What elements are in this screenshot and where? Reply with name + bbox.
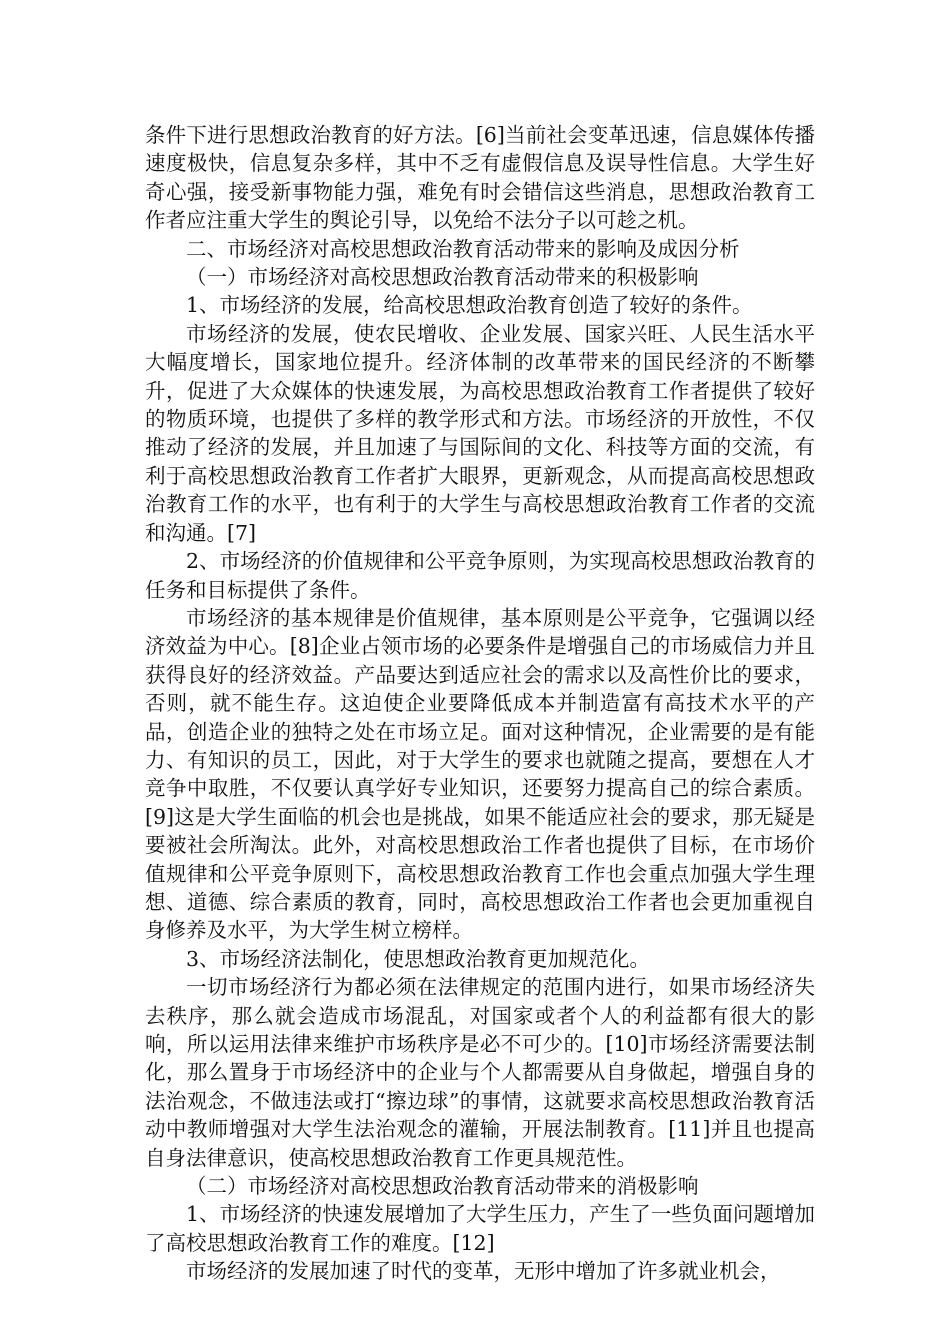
paragraph-body: 一切市场经济行为都必须在法律规定的范围内进行，如果市场经济失去秩序，那么就会造成市场混乱，对国家或者个人的利益都有很大的影响，所以运用法律来维护市场秩序是必不可少的。[10]市场经济需要法制化，那么置身于市场经济中的企业与个人都需要从自身做起，增强自身的法治观念，不做违法或打“擦边球”的事情，这就要求高校思想政治教育活动中教师增强对大学生法治观念的灌输，开展法制教育。[11]并且也提高自身法律意识，使高校思想政治教育工作更具规范性。 xyxy=(145,975,815,1170)
point-heading-1: 1、市场经济的发展，给高校思想政治教育创造了较好的条件。 xyxy=(186,293,753,318)
subsection-heading-positive: （一）市场经济对高校思想政治教育活动带来的积极影响 xyxy=(186,265,699,290)
document-body xyxy=(145,121,815,1286)
point-heading-1-negative: 1、市场经济的快速发展增加了大学生压力，产生了一些负面问题增加了高校思想政治教育工作的难度。[12] xyxy=(145,1202,815,1255)
point-heading-2: 2、市场经济的价值规律和公平竞争原则，为实现高校思想政治教育的任务和目标提供了条件。 xyxy=(145,549,815,602)
point-heading-3: 3、市场经济法制化，使思想政治教育更加规范化。 xyxy=(186,946,651,971)
paragraph-continuation: 条件下进行思想政治教育的好方法。[6]当前社会变革迅速，信息媒体传播速度极快，信息复杂多样，其中不乏有虚假信息及误导性信息。大学生好奇心强，接受新事物能力强，难免有时会错信这些消息，思想政治教育工作者应注重大学生的舆论引导，以免给不法分子以可趁之机。 xyxy=(145,123,815,233)
section-heading: 二、市场经济对高校思想政治教育活动带来的影响及成因分析 xyxy=(186,236,740,261)
paragraph-body: 市场经济的基本规律是价值规律，基本原则是公平竞争，它强调以经济效益为中心。[8]企业占领市场的必要条件是增强自己的市场威信力并且获得良好的经济效益。产品要达到适应社会的需求以及高性价比的要求，否则，就不能生存。这迫使企业要降低成本并制造富有高技术水平的产品，创造企业的独特之处在市场立足。面对这种情况，企业需要的是有能力、有知识的员工，因此，对于大学生的要求也就随之提高，要想在人才竞争中取胜，不仅要认真学好专业知识，还要努力提高自己的综合素质。[9]这是大学生面临的机会也是挑战，如果不能适应社会的要求，那无疑是要被社会所淘汰。此外，对高校思想政治工作者也提供了目标，在市场价值规律和公平竞争原则下，高校思想政治教育工作也会重点加强大学生理想、道德、综合素质的教育，同时，高校思想政治工作者也会更加重视自身修养及水平，为大学生树立榜样。 xyxy=(145,605,815,943)
subsection-heading-negative: （二）市场经济对高校思想政治教育活动带来的消极影响 xyxy=(186,1174,699,1199)
paragraph-body: 市场经济的发展加速了时代的变革，无形中增加了许多就业机会， xyxy=(186,1259,781,1284)
paragraph-body: 市场经济的发展，使农民增收、企业发展、国家兴旺、人民生活水平大幅度增长，国家地位提升。经济体制的改革带来的国民经济的不断攀升，促进了大众媒体的快速发展，为高校思想政治教育工作者提供了较好的物质环境，也提供了多样的教学形式和方法。市场经济的开放性，不仅推动了经济的发展，并且加速了与国际间的文化、科技等方面的交流，有利于高校思想政治教育工作者扩大眼界，更新观念，从而提高高校思想政治教育工作的水平，也有利于的大学生与高校思想政治教育工作者的交流和沟通。[7] xyxy=(145,321,815,545)
